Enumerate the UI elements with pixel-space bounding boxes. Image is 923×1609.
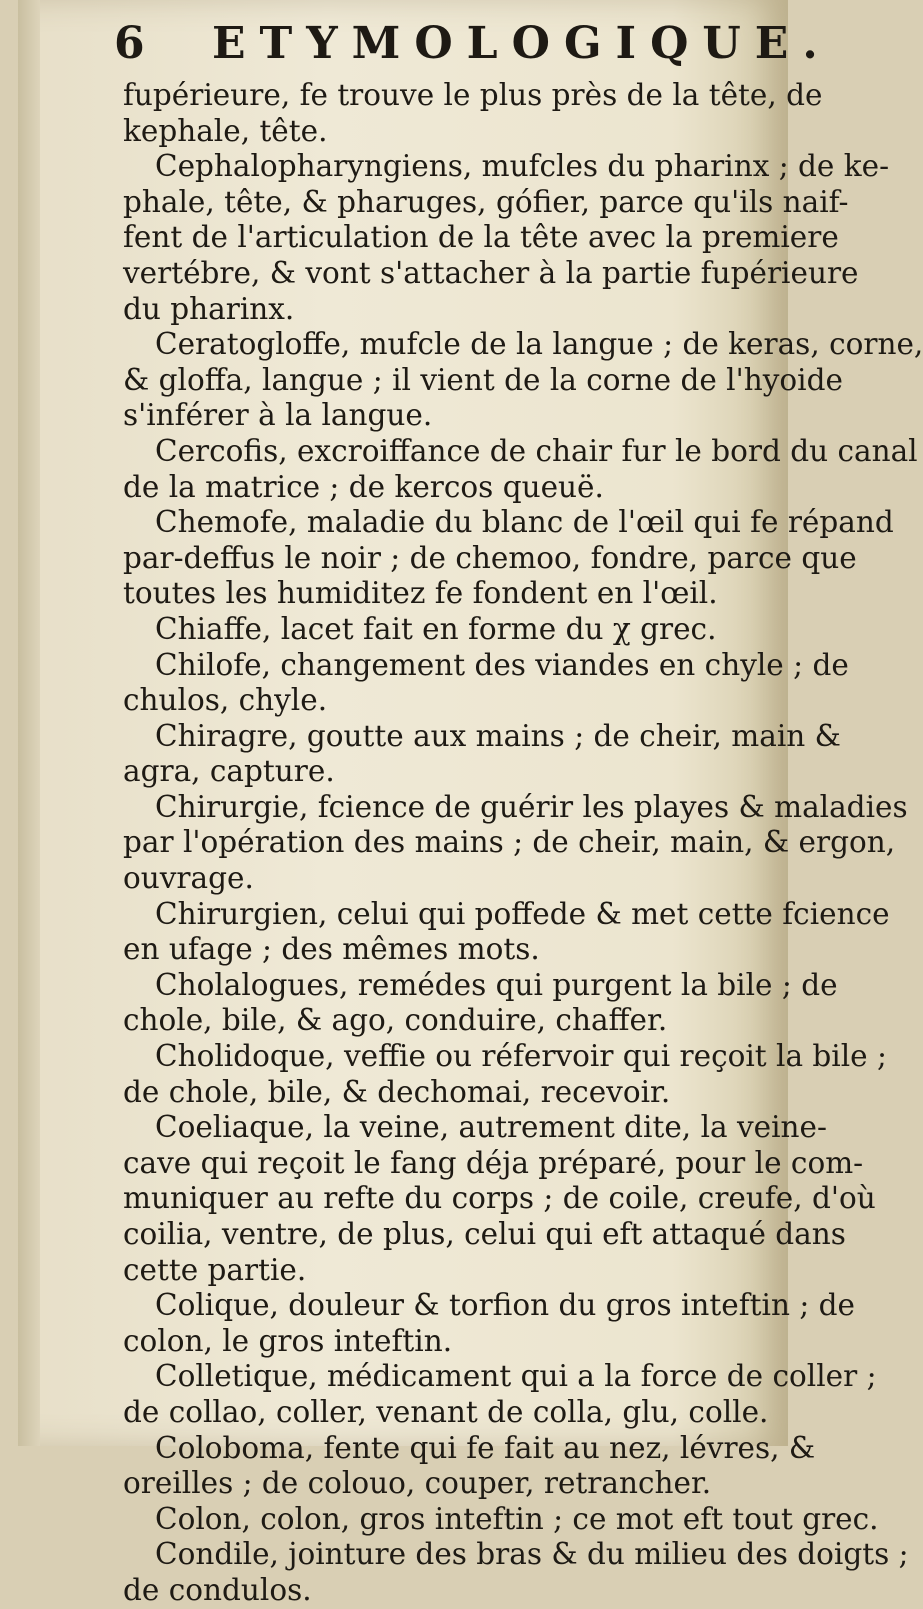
text-line: Chirurgien, celui qui poffede & met cette fcience [155, 896, 890, 931]
text-line: par l'opération des mains ; de cheir, main, & ergon, [123, 825, 896, 860]
page-number: 6 [114, 18, 159, 69]
text-line: Cephalopharyngiens, mufcles du pharinx ; de ke- [155, 149, 890, 184]
page-gutter [18, 0, 40, 1446]
text-line: agra, capture. [123, 754, 335, 789]
text-line: toutes les humiditez fe fondent en l'œil. [123, 576, 718, 611]
text-line: & gloffa, langue ; il vient de la corne de l'hyoide [123, 362, 843, 397]
text-line: chulos, chyle. [123, 683, 328, 718]
text-line: de chole, bile, & dechomai, recevoir. [123, 1074, 671, 1109]
text-line: du pharinx. [123, 291, 295, 326]
text-line: cette partie. [123, 1252, 307, 1287]
dictionary-text [123, 78, 923, 1609]
text-line: oreilles ; de colouo, couper, retrancher. [123, 1466, 712, 1501]
text-line: de la matrice ; de kercos queuë. [123, 469, 604, 504]
text-line: kephale, tête. [123, 113, 328, 148]
text-line: colon, le gros inteftin. [123, 1323, 453, 1358]
text-line: fupérieure, fe trouve le plus près de la tête, de [123, 78, 823, 112]
text-line: Chilofe, changement des viandes en chyle ; de [155, 647, 849, 682]
running-head [114, 18, 832, 69]
text-line: muniquer au refte du corps ; de coile, creufe, d'où [123, 1181, 876, 1216]
book-page [18, 0, 923, 1607]
text-line: Chemofe, maladie du blanc de l'œil qui fe répand [155, 505, 894, 540]
page-title: ETYMOLOGIQUE. [211, 18, 832, 69]
text-line: fent de l'articulation de la tête avec la premiere [123, 220, 839, 255]
text-line: coilia, ventre, de plus, celui qui eft attaqué dans [123, 1217, 846, 1251]
text-line: s'inférer à la langue. [123, 398, 433, 433]
text-line: en ufage ; des mêmes mots. [123, 932, 540, 967]
text-line: Coloboma, fente qui fe fait au nez, lévres, & [155, 1430, 816, 1465]
text-line: Ceratogloffe, mufcle de la langue ; de keras, corne, [155, 327, 923, 362]
text-line: Colletique, médicament qui a la force de coller ; [155, 1359, 877, 1394]
text-line: de condulos. [123, 1572, 312, 1607]
text-line: Chiragre, goutte aux mains ; de cheir, main & [155, 718, 841, 753]
text-line: phale, tête, & pharuges, gófier, parce qu'ils naif- [123, 184, 849, 219]
text-line: Cholalogues, remédes qui purgent la bile ; de [155, 967, 838, 1002]
text-line: Chirurgie, fcience de guérir les playes & maladies [155, 789, 908, 824]
text-line: Colique, douleur & torfion du gros inteftin ; de [155, 1288, 855, 1323]
text-line: Colon, colon, gros inteftin ; ce mot eft tout grec. [155, 1501, 879, 1536]
text-line: par-deffus le noir ; de chemoo, fondre, parce que [123, 540, 857, 575]
text-line: chole, bile, & ago, conduire, chaffer. [123, 1003, 668, 1038]
text-line: de collao, coller, venant de colla, glu, colle. [123, 1394, 769, 1429]
text-line: cave qui reçoit le fang déja préparé, pour le com- [123, 1145, 864, 1180]
text-line: Cercofis, excroiffance de chair fur le bord du canal [155, 433, 918, 468]
text-line: Coeliaque, la veine, autrement dite, la veine- [155, 1110, 827, 1145]
text-line: Chiaffe, lacet fait en forme du χ grec. [155, 611, 717, 646]
text-line: Condile, jointure des bras & du milieu des doigts ; [155, 1537, 909, 1572]
text-line: vertébre, & vont s'attacher à la partie fupérieure [123, 255, 859, 290]
text-line: ouvrage. [123, 861, 254, 896]
text-line: Cholidoque, veffie ou réfervoir qui reçoit la bile ; [155, 1039, 887, 1074]
